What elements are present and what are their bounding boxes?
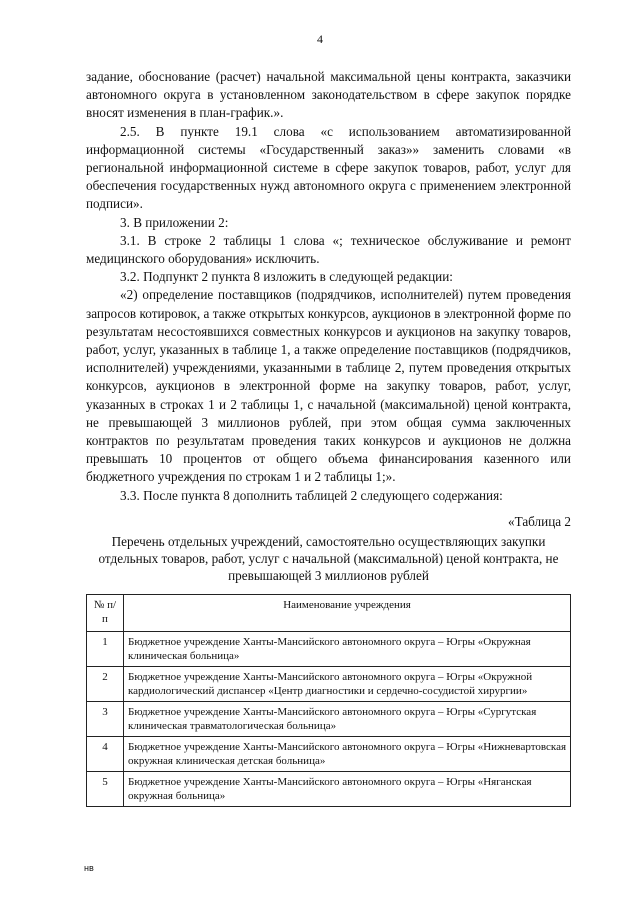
table-row [87, 702, 571, 737]
institution-name: Бюджетное учреждение Ханты-Мансийского автономного округа – Югры «Сургутская клиническая травматологическая больница» [124, 702, 571, 737]
row-number: 5 [87, 772, 124, 807]
paragraph: 3.2. Подпункт 2 пункта 8 изложить в следующей редакции: [120, 269, 453, 285]
institution-name: Бюджетное учреждение Ханты-Мансийского автономного округа – Югры «Окружная клиническая больница» [124, 632, 571, 667]
table-row [87, 737, 571, 772]
paragraph: 3.1. В строке 2 таблицы 1 слова «; техническое обслуживание и ремонт медицинского оборудования» исключить. [86, 232, 571, 267]
institutions-table [86, 594, 571, 807]
institution-name: Бюджетное учреждение Ханты-Мансийского автономного округа – Югры «Окружной кардиологический диспансер «Центр диагностики и сердечно-сосудистой хирургии» [124, 667, 571, 702]
document-body [86, 68, 571, 807]
paragraph: «2) определение поставщиков (подрядчиков, исполнителей) путем проведения запросов котировок, а также открытых конкурсов, аукционов в электронной форме по результатам несостоявшихся совместных конкурсов и аукционов на закупку товаров, работ, услуг, указанных в таблице 1, а также определение поставщиков (подрядчиков, исполнителей) учреждениями, указанными в таблице 2, путем проведения открытых конкурсов, аукционов в электронной форме на закупку товаров, работ, услуг, указанных в строках 1 и 2 таблицы 1, с начальной (максимальной) ценой контракта, не превышающей 3 миллионов рублей, при этом общая сумма заключенных контрактов по результатам проведения таких конкурсов и аукционов не должна превышать 10 процентов от общего объема финансирования казенного или бюджетного учреждения по строкам 1 и 2 таблицы 1;». [86, 287, 571, 485]
institution-name: Бюджетное учреждение Ханты-Мансийского автономного округа – Югры «Няганская окружная больница» [124, 772, 571, 807]
row-number: 2 [87, 667, 124, 702]
row-number: 3 [87, 702, 124, 737]
institution-name: Бюджетное учреждение Ханты-Мансийского автономного округа – Югры «Нижневартовская окружная клиническая детская больница» [124, 737, 571, 772]
table-row [87, 772, 571, 807]
page-number: 4 [317, 32, 323, 46]
paragraph: 2.5. В пункте 19.1 слова «с использованием автоматизированной информационной системы «Государственный заказ»» заменить словами «в региональной информационной системе в сфере закупок товаров, работ, услуг для обеспечения государственных нужд автономного округа с применением электронной подписи». [86, 123, 571, 212]
column-header-number: № п/п [87, 595, 124, 632]
table-label: «Таблица 2 [508, 513, 571, 529]
column-header-name: Наименование учреждения [124, 595, 571, 632]
footer-mark: нв [84, 863, 94, 873]
paragraph: задание, обоснование (расчет) начальной максимальной цены контракта, заказчики автономного округа в установленном законодательством в сфере закупок порядке вносят изменения в план-график.». [86, 69, 571, 121]
table-row [87, 632, 571, 667]
paragraph: 3. В приложении 2: [120, 214, 229, 230]
table-title: Перечень отдельных учреждений, самостоятельно осуществляющих закупки отдельных товаров, работ, услуг с начальной (максимальной) ценой контракта, не превышающей 3 миллионов рублей [98, 534, 559, 584]
table-row [87, 667, 571, 702]
row-number: 4 [87, 737, 124, 772]
paragraph: 3.3. После пункта 8 дополнить таблицей 2 следующего содержания: [120, 487, 503, 503]
row-number: 1 [87, 632, 124, 667]
table-header-row [87, 595, 571, 632]
